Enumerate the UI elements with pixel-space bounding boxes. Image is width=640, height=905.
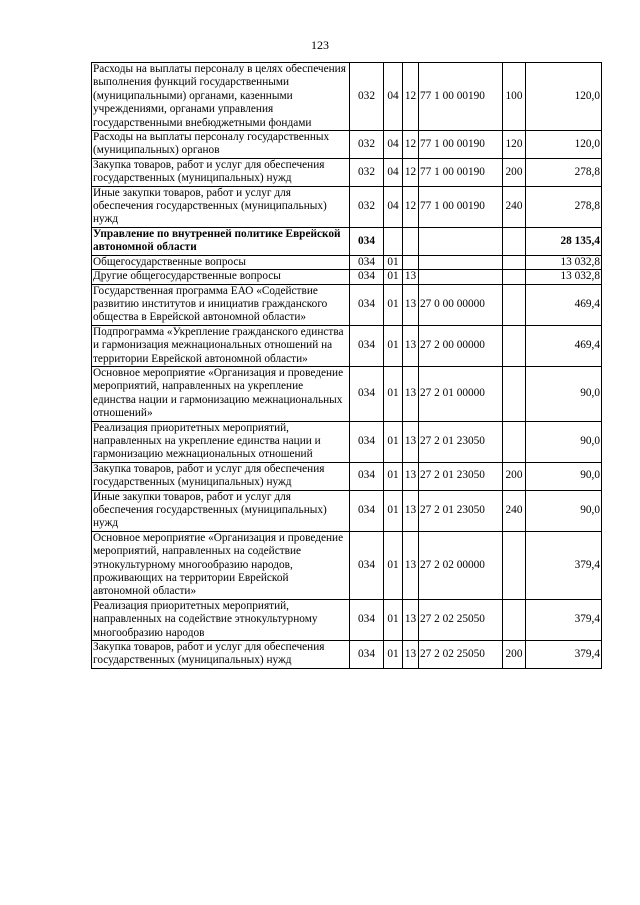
amount-cell: 90,0 [526,490,602,531]
grbs-code-cell: 032 [350,186,384,227]
target-article-cell [419,255,503,269]
grbs-code-cell: 034 [350,641,384,669]
amount-cell: 278,8 [526,186,602,227]
target-article-cell: 27 2 00 00000 [419,325,503,366]
table-row [92,421,602,462]
section-code-cell: 01 [384,270,403,284]
row-name-cell: Основное мероприятие «Организация и проведение мероприятий, направленных на укрепление единства нации и гармонизацию межнациональных отношений» [92,366,350,421]
subsection-code-cell: 13 [403,641,419,669]
grbs-code-cell: 034 [350,531,384,599]
expense-type-cell [503,366,526,421]
expense-type-cell: 200 [503,462,526,490]
subsection-code-cell: 13 [403,284,419,325]
section-code-cell: 01 [384,490,403,531]
amount-cell: 90,0 [526,421,602,462]
grbs-code-cell: 034 [350,325,384,366]
amount-cell: 379,4 [526,641,602,669]
target-article-cell: 77 1 00 00190 [419,131,503,159]
expense-type-cell [503,255,526,269]
grbs-code-cell: 034 [350,366,384,421]
grbs-code-cell: 034 [350,227,384,255]
target-article-cell: 77 1 00 00190 [419,63,503,131]
target-article-cell: 27 2 02 25050 [419,599,503,640]
section-code-cell: 01 [384,366,403,421]
table-row [92,531,602,599]
table-row [92,462,602,490]
row-name-cell: Реализация приоритетных мероприятий, направленных на содействие этнокультурному многообразию народов [92,599,350,640]
subsection-code-cell: 12 [403,131,419,159]
table-row [92,366,602,421]
subsection-code-cell: 13 [403,366,419,421]
section-code-cell: 04 [384,63,403,131]
subsection-code-cell: 13 [403,531,419,599]
row-name-cell: Государственная программа ЕАО «Содействие развитию институтов и инициатив гражданского общества в Еврейской автономной области» [92,284,350,325]
table-row [92,325,602,366]
target-article-cell: 27 2 01 23050 [419,421,503,462]
row-name-cell: Закупка товаров, работ и услуг для обеспечения государственных (муниципальных) нужд [92,462,350,490]
page-number: 123 [311,38,329,52]
row-name-cell: Закупка товаров, работ и услуг для обеспечения государственных (муниципальных) нужд [92,158,350,186]
subsection-code-cell: 13 [403,325,419,366]
grbs-code-cell: 034 [350,421,384,462]
target-article-cell [419,227,503,255]
table-row [92,255,602,269]
table-row [92,641,602,669]
row-name-cell: Управление по внутренней политике Еврейской автономной области [92,227,350,255]
amount-cell: 28 135,4 [526,227,602,255]
grbs-code-cell: 034 [350,599,384,640]
amount-cell: 120,0 [526,63,602,131]
expense-type-cell: 200 [503,158,526,186]
target-article-cell: 27 2 01 23050 [419,490,503,531]
row-name-cell: Подпрограмма «Укрепление гражданского единства и гармонизация межнациональных отношений на территории Еврейской автономной области» [92,325,350,366]
subsection-code-cell: 13 [403,421,419,462]
grbs-code-cell: 032 [350,158,384,186]
amount-cell: 469,4 [526,284,602,325]
section-code-cell: 01 [384,462,403,490]
subsection-code-cell: 12 [403,186,419,227]
table-row [92,186,602,227]
table-row [92,131,602,159]
amount-cell: 469,4 [526,325,602,366]
row-name-cell: Основное мероприятие «Организация и проведение мероприятий, направленных на содействие этнокультурному многообразию народов, проживающих на территории Еврейской автономной области» [92,531,350,599]
row-name-cell: Общегосударственные вопросы [92,255,350,269]
target-article-cell: 27 2 01 23050 [419,462,503,490]
row-name-cell: Иные закупки товаров, работ и услуг для обеспечения государственных (муниципальных) нужд [92,186,350,227]
subsection-code-cell: 13 [403,599,419,640]
subsection-code-cell: 13 [403,490,419,531]
table-body [92,63,602,669]
expense-type-cell: 240 [503,186,526,227]
row-name-cell: Другие общегосударственные вопросы [92,270,350,284]
target-article-cell: 27 2 01 00000 [419,366,503,421]
grbs-code-cell: 032 [350,63,384,131]
section-code-cell: 01 [384,531,403,599]
amount-cell: 13 032,8 [526,270,602,284]
section-code-cell [384,227,403,255]
table-row [92,227,602,255]
subsection-code-cell: 13 [403,270,419,284]
grbs-code-cell: 034 [350,255,384,269]
expense-type-cell [503,270,526,284]
expense-type-cell: 100 [503,63,526,131]
table-row [92,599,602,640]
amount-cell: 90,0 [526,366,602,421]
row-name-cell: Иные закупки товаров, работ и услуг для обеспечения государственных (муниципальных) нужд [92,490,350,531]
table-row [92,63,602,131]
target-article-cell: 77 1 00 00190 [419,186,503,227]
grbs-code-cell: 034 [350,284,384,325]
table-row [92,158,602,186]
row-name-cell: Расходы на выплаты персоналу в целях обеспечения выполнения функций государственными (муниципальными) органами, казенными учреждениями, органами управления государственными внебюджетными фондами [92,63,350,131]
section-code-cell: 01 [384,255,403,269]
target-article-cell: 27 2 02 25050 [419,641,503,669]
section-code-cell: 04 [384,186,403,227]
amount-cell: 120,0 [526,131,602,159]
expense-type-cell [503,599,526,640]
row-name-cell: Реализация приоритетных мероприятий, направленных на укрепление единства нации и гармонизацию межнациональных отношений [92,421,350,462]
target-article-cell: 27 0 00 00000 [419,284,503,325]
subsection-code-cell [403,255,419,269]
subsection-code-cell [403,227,419,255]
expense-type-cell: 200 [503,641,526,669]
section-code-cell: 01 [384,641,403,669]
section-code-cell: 04 [384,131,403,159]
amount-cell: 379,4 [526,599,602,640]
subsection-code-cell: 12 [403,63,419,131]
grbs-code-cell: 032 [350,131,384,159]
table-row [92,284,602,325]
subsection-code-cell: 13 [403,462,419,490]
row-name-cell: Закупка товаров, работ и услуг для обеспечения государственных (муниципальных) нужд [92,641,350,669]
target-article-cell [419,270,503,284]
expense-type-cell [503,531,526,599]
table-row [92,270,602,284]
amount-cell: 90,0 [526,462,602,490]
budget-table [91,62,602,669]
target-article-cell: 27 2 02 00000 [419,531,503,599]
section-code-cell: 01 [384,325,403,366]
amount-cell: 278,8 [526,158,602,186]
target-article-cell: 77 1 00 00190 [419,158,503,186]
expense-type-cell: 120 [503,131,526,159]
section-code-cell: 01 [384,599,403,640]
subsection-code-cell: 12 [403,158,419,186]
row-name-cell: Расходы на выплаты персоналу государственных (муниципальных) органов [92,131,350,159]
expense-type-cell: 240 [503,490,526,531]
grbs-code-cell: 034 [350,490,384,531]
table-row [92,490,602,531]
section-code-cell: 04 [384,158,403,186]
expense-type-cell [503,325,526,366]
grbs-code-cell: 034 [350,462,384,490]
amount-cell: 13 032,8 [526,255,602,269]
section-code-cell: 01 [384,284,403,325]
expense-type-cell [503,284,526,325]
expense-type-cell [503,227,526,255]
amount-cell: 379,4 [526,531,602,599]
grbs-code-cell: 034 [350,270,384,284]
expense-type-cell [503,421,526,462]
section-code-cell: 01 [384,421,403,462]
